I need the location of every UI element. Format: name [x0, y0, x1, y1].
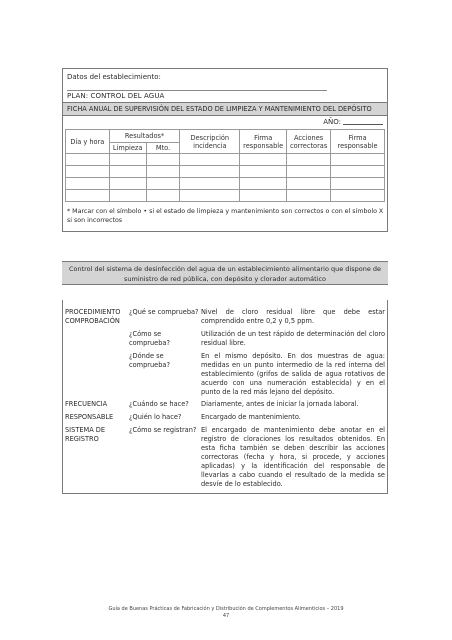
- row-question: ¿Cuándo se hace?: [129, 400, 189, 408]
- footnote: * Marcar con el símbolo • si el estado de limpieza y mantenimiento son correctos o con el símbolo X si son incorrectos: [67, 208, 384, 224]
- row-answer: En el mismo depósito. En dos muestras de agua: medidas en un punto intermedio de la red interna del establecimiento (grifos de salida de agua rotativos de acuerdo con una numeración establecida) y en el punto de la red más lejano del depósito.: [201, 352, 385, 396]
- row-label: RESPONSABLE: [65, 413, 114, 421]
- row-label: FRECUENCIA: [65, 400, 108, 408]
- col-descripcion: Descripción incidencia: [180, 130, 240, 154]
- col-resultados: Resultados*: [109, 130, 180, 143]
- row-label: SISTEMA DE REGISTRO: [65, 426, 106, 443]
- footer-text: Guía de Buenas Prácticas de Fabricación y Distribución de Complementos Alimenticios – 2019: [108, 606, 344, 612]
- procedure-box: [62, 300, 388, 494]
- col-dia-hora: Día y hora: [66, 130, 110, 154]
- table-row: [66, 166, 385, 178]
- row-question: ¿Qué se comprueba?: [129, 308, 199, 316]
- page-number: 47: [222, 613, 230, 619]
- establishment-label: Datos del establecimiento:: [67, 73, 161, 81]
- supervision-table: [65, 129, 385, 202]
- table-row: [66, 178, 385, 190]
- row-question: ¿Dónde se comprueba?: [129, 352, 170, 369]
- col-acciones: Acciones correctoras: [287, 130, 331, 154]
- plan-title: PLAN: CONTROL DEL AGUA: [67, 92, 165, 100]
- supervision-form: [62, 68, 388, 232]
- row-question: ¿Quién lo hace?: [129, 413, 182, 421]
- row-answer: Encargado de mantenimiento.: [201, 413, 301, 421]
- col-firma-responsable: Firma responsable: [240, 130, 287, 154]
- establishment-line: [67, 90, 327, 91]
- col-mto: Mto.: [146, 143, 180, 154]
- row-answer: El encargado de mantenimiento debe anotar en el registro de cloraciones los resultados obtenidos. En esta ficha también se deben describir las acciones correctoras (fecha y hora, si procede, y acciones aplicadas) y la identificación del responsable de llevarlas a cabo cuando el resultado de la medida se desvíe de lo establecido.: [201, 426, 385, 488]
- row-question: ¿Cómo se registran?: [129, 426, 197, 434]
- year-label: AÑO:: [323, 118, 341, 126]
- section-banner: Control del sistema de desinfección del agua de un establecimiento alimentario que dispone de suministro de red pública, con depósito y clorador automático: [62, 261, 388, 285]
- page-footer: [0, 606, 452, 620]
- row-answer: Diariamente, antes de iniciar la jornada laboral.: [201, 400, 359, 408]
- col-limpieza: Limpieza: [109, 143, 146, 154]
- year-field: [323, 118, 383, 126]
- row-label: PROCEDIMIENTO COMPROBACIÓN: [65, 308, 121, 325]
- table-row: [66, 154, 385, 166]
- row-answer: Nivel de cloro residual libre que debe estar comprendido entre 0,2 y 0,5 ppm.: [201, 308, 385, 325]
- row-question: ¿Cómo se comprueba?: [129, 330, 170, 347]
- ficha-title: FICHA ANUAL DE SUPERVISIÓN DEL ESTADO DE LIMPIEZA Y MANTENIMIENTO DEL DEPÓSITO: [63, 102, 387, 116]
- col-firma-responsable-2: Firma responsable: [331, 130, 385, 154]
- row-answer: Utilización de un test rápido de determinación del cloro residual libre.: [201, 330, 385, 347]
- year-line: [343, 124, 383, 125]
- table-row: [66, 190, 385, 202]
